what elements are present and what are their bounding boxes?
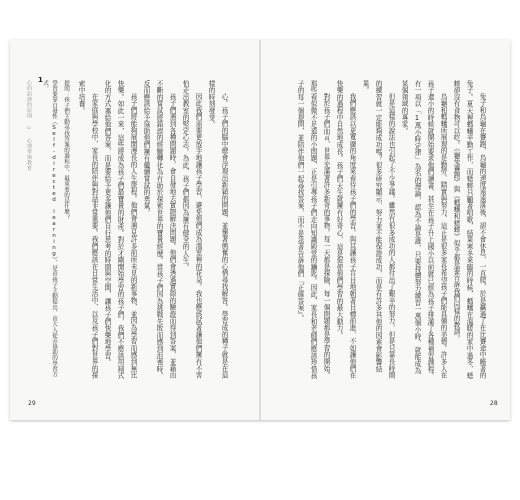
paragraph: 孩子們將能夠展開漫長的人生旅程。他們會遇見許多前所未見的新事物，並因為學習而感到無比快樂。如此一來，這些將成為孩子們最寶貴的財產。對於才剛開始學習的孩子們，我們不應該用制式化的方式塞給他們答案，而是要給予更多讓他們自行思考的時間與空間，讓孩子們快樂地學習。: [103, 80, 137, 380]
book-gutter: [259, 40, 261, 420]
paragraph: 兔子和烏龜在賽跑，烏龜的速度遠遠落後，卻不會休息，一直爬，於是贏過了在比賽途中睡著的兔子。夏天裡螞蟻辛勤工作，而蟋蟀只顧著唱歌，結果寒冬來臨的時候，螞蟻在溫暖的家中過冬，蟋蟀卻沒有食物可以吃。《龜兔賽跑》與《螞蟻和蟋蟀》似乎都是要告訴我們同樣的教訓。: [452, 80, 486, 380]
paragraph: 心。孩子們的腦中總會浮現出新穎的問題，並懷著興奮的心情尋找解答。學習成的種子就是在這樣的時刻發芽。: [207, 80, 228, 379]
right-page: [262, 40, 510, 420]
paragraph: 在家庭與學校中，家長的陪伴與對話非常重要。我們應該在日常生活中，以及孩子們對世界的探索中培養。: [77, 80, 98, 379]
body-text: [77, 80, 230, 380]
paragraph: 因此我們需要更放手地讓孩子學習，避免他們成為溫室裡的花朵。我也應該試著讓他們擁有不害怕走出教室的堅定心志。為此，孩子們都因為擁有健全的人生。: [181, 80, 202, 379]
page-number: 28: [490, 400, 498, 407]
sidenote-number: 1: [38, 76, 43, 84]
left-page: [10, 40, 258, 420]
running-head: 心的訪談的原則 ▫ 心理學與教育: [26, 80, 32, 171]
page-number: 29: [28, 400, 36, 407]
sidenote-line: 提問：孩子們主動尋找答案的過程中，最重要的是什麼？: [63, 80, 69, 220]
body-text: [280, 80, 488, 380]
paragraph: 孩子們遇到各種問題時，會自發地去實際解決問題。他們會透過實際的驗證而得到答案，並藉由不斷的嘗試將錯誤的經驗轉化為有助於探索世界的寶貴經歷。當孩子們因為挑戰失敗而感到沮喪時，反而應該給予協助他們擁有繼續嘗試的勇氣。: [142, 80, 176, 380]
paragraph: 但是這樣的說法也引起了不少爭議。雖然有很多成功的人都付出了艱辛的努力，但是只靠長時間的練習就一定能夠成功嗎？很多研究顯示，努力並不能保證成功，而是有許多其他的因素會影響結果。: [361, 80, 395, 379]
paragraph: 我們應該以更寬廣的角度來看待孩子們的學習。與其讓孩子盲目地朝著目標前進，不如讓他們在快樂的過程中自然地成長。孩子們天生就擁有好奇心，這是促使他們學習的最大動力。: [335, 80, 356, 379]
paragraph: 烏龜和螞蟻所展現的是勤勞、踏實與努力，這正是很多家長希望孩子們能具備的美德。許多人在孩子還小的時候就開始要求他們讀書，甚至在孩子升上國小以前就已經為孩子排滿了各種補習課程。有一項以「1萬小時定律」為名的理論，認為不論是誰，只要持續努力練習一萬個小時，就能成為某個領域的專家。: [400, 80, 447, 380]
sidenote-line: 學習要靠自發性（Self-directed learning），是由孩子主動提出、由大人從旁協助的學習方式。: [42, 80, 57, 378]
paragraph: 對於孩子們而言，世界充滿著許多新奇的事物。每一天都是探險，每一個問題都是學習的開始。那些看似微不足道的小問題，正是引導孩子們走向知識殿堂的鑰匙。因此，家長和老師們應該珍惜孩子的每一個提問，並陪伴他們一起尋找答案，而不是急著告訴他們『正確答案』。: [296, 80, 330, 380]
book-spread: [10, 40, 510, 420]
